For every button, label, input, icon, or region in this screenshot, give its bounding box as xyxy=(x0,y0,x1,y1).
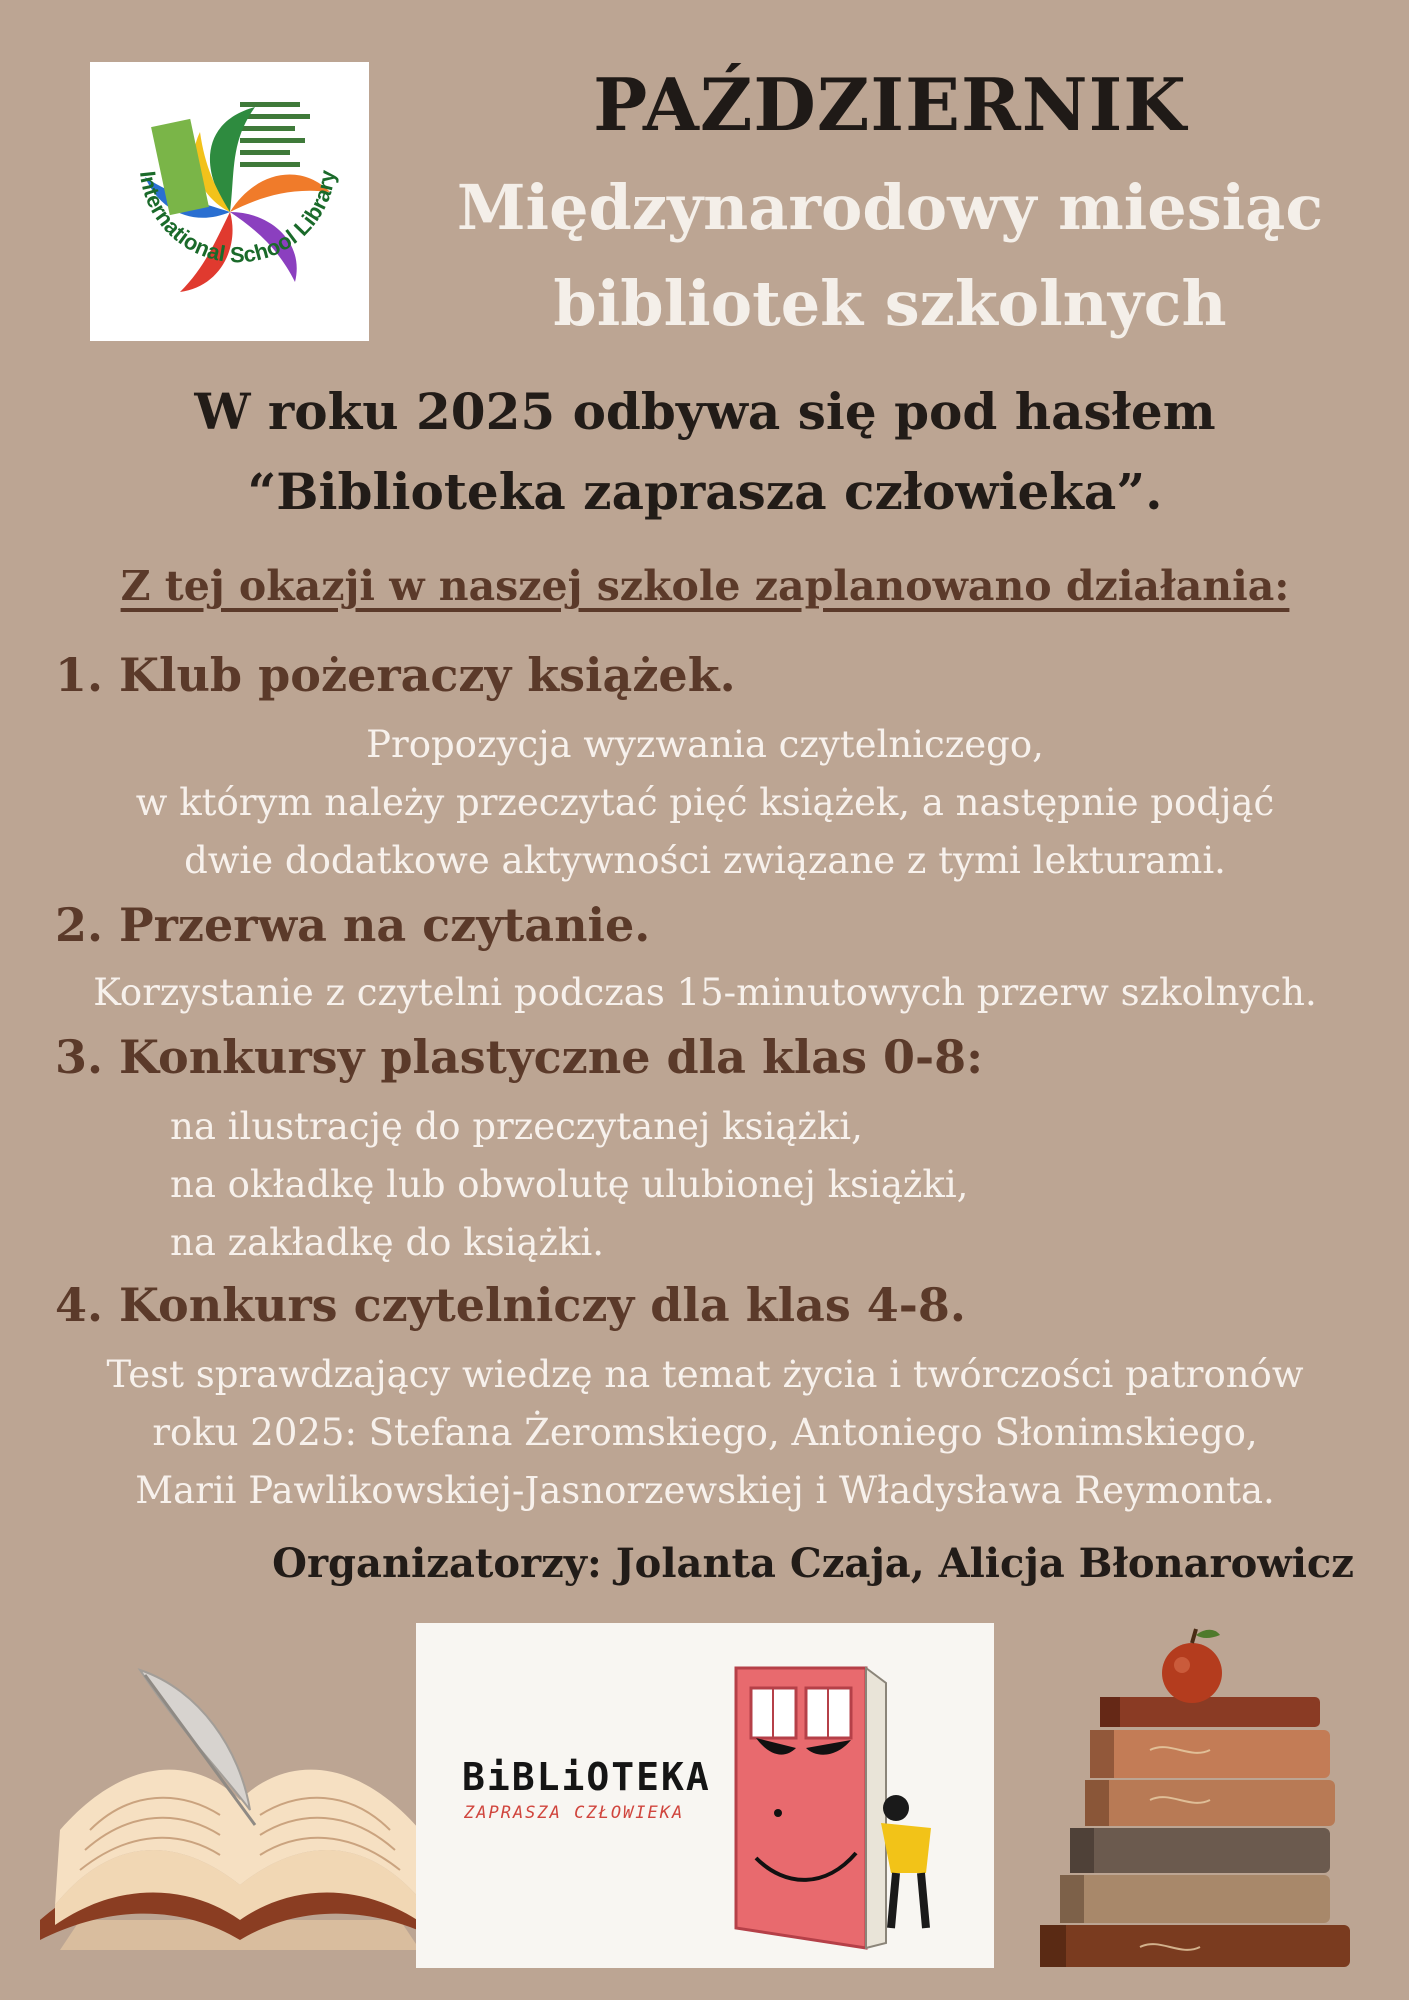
international-school-library-month-logo xyxy=(90,62,369,341)
activity-2-line: Korzystanie z czytelni podczas 15-minutowych przerw szkolnych. xyxy=(93,971,1317,1014)
activity-3-line: na ilustrację do przeczytanej książki, xyxy=(170,1105,863,1148)
banner-title: BiBLiOTEKA xyxy=(462,1755,711,1799)
activity-4-title: 4. Konkurs czytelniczy dla klas 4-8. xyxy=(55,1278,966,1332)
activity-3-description xyxy=(170,1098,1270,1272)
activity-2-title: 2. Przerwa na czytanie. xyxy=(55,898,651,952)
activities-intro: Z tej okazji w naszej szkole zaplanowano działania: xyxy=(120,562,1290,610)
motto-line-2: “Biblioteka zaprasza człowieka”. xyxy=(247,462,1163,521)
book-stack-illustration xyxy=(1030,1625,1360,1975)
activity-4-line: Test sprawdzający wiedzę na temat życia i twórczości patronów xyxy=(106,1353,1304,1396)
activity-1-line: w którym należy przeczytać pięć książek, a następnie podjąć xyxy=(135,781,1275,824)
activity-1-description xyxy=(40,716,1370,890)
book-stack-apple-icon xyxy=(1030,1625,1360,1975)
pinwheel-icon xyxy=(90,62,369,341)
subtitle-line-2: bibliotek szkolnych xyxy=(553,267,1227,340)
event-subtitle xyxy=(420,160,1360,352)
activity-2-description xyxy=(40,964,1370,1022)
motto-line-1: W roku 2025 odbywa się pod hasłem xyxy=(194,382,1216,441)
activity-1-line: dwie dodatkowe aktywności związane z tymi lekturami. xyxy=(184,839,1226,882)
open-book-quill-icon xyxy=(20,1650,460,1970)
activity-3-line: na zakładkę do książki. xyxy=(170,1221,604,1264)
subtitle-line-1: Międzynarodowy miesiąc xyxy=(456,171,1324,244)
open-book-illustration xyxy=(20,1650,460,1970)
activity-1-line: Propozycja wyzwania czytelniczego, xyxy=(366,723,1044,766)
organizers: Organizatorzy: Jolanta Czaja, Alicja Błonarowicz xyxy=(272,1540,1354,1587)
activity-1-title: 1. Klub pożeraczy książek. xyxy=(55,648,736,702)
banner-subtitle: ZAPRASZA CZŁOWIEKA xyxy=(464,1803,685,1823)
month-title: PAŹDZIERNIK xyxy=(593,62,1187,147)
activity-3-title: 3. Konkursy plastyczne dla klas 0-8: xyxy=(55,1030,984,1084)
activity-3-line: na okładkę lub obwolutę ulubionej książki, xyxy=(170,1163,969,1206)
activity-4-line: Marii Pawlikowskiej-Jasnorzewskiej i Władysława Reymonta. xyxy=(135,1469,1275,1512)
logo-ring-text: International School Library xyxy=(134,168,341,268)
activity-4-line: roku 2025: Stefana Żeromskiego, Antoniego Słonimskiego, xyxy=(152,1411,1258,1454)
campaign-banner xyxy=(416,1623,994,1968)
door-character-icon xyxy=(716,1658,976,1958)
motto xyxy=(40,372,1370,532)
activity-4-description xyxy=(40,1346,1370,1520)
